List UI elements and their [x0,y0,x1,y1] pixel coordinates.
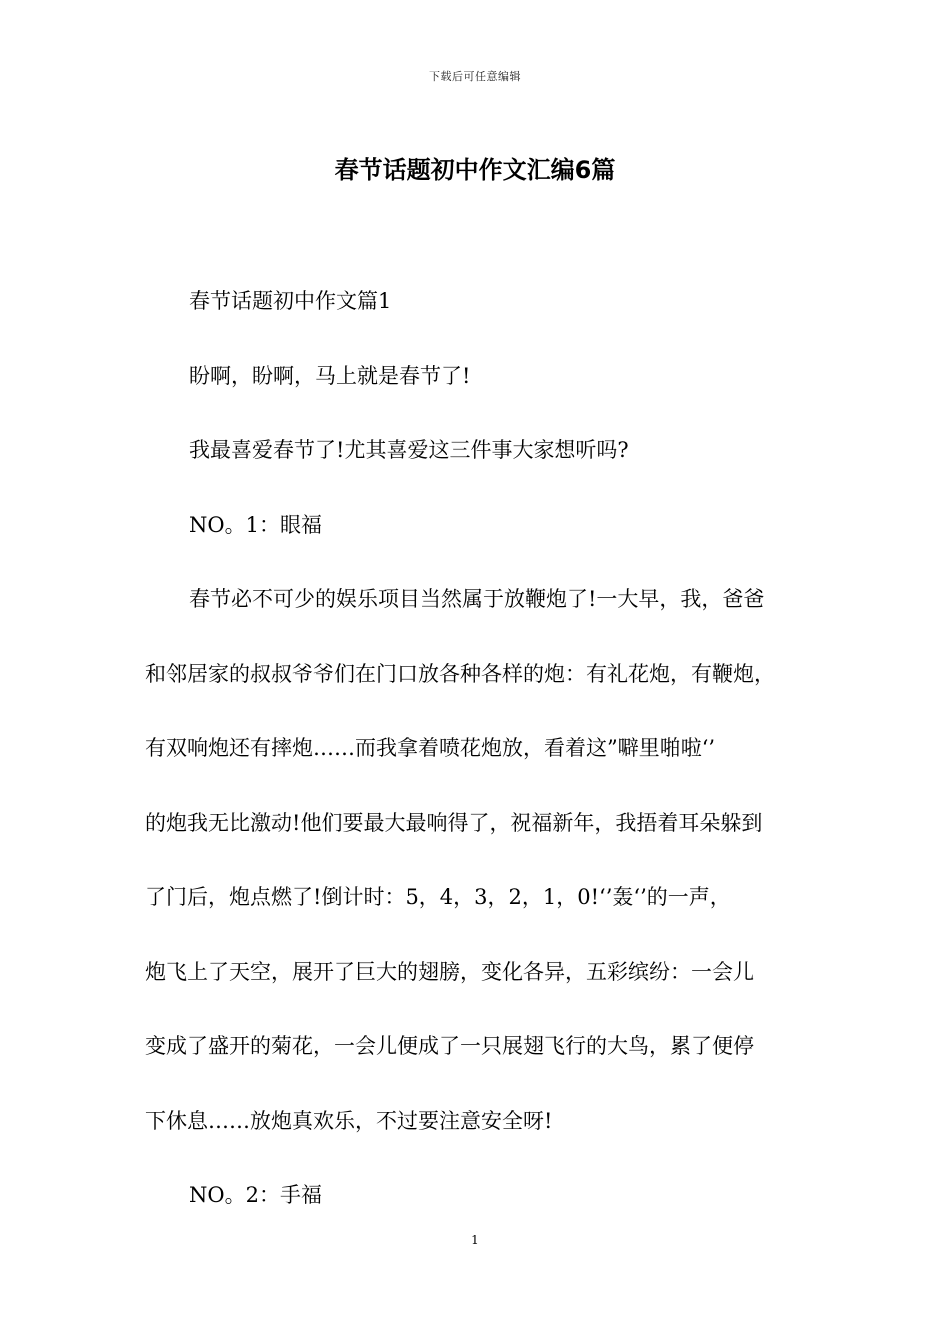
page-number: 1 [471,1233,479,1247]
paragraph-line: 盼啊，盼啊，马上就是春节了! [189,363,471,388]
paragraph-line: 的炮我无比激动!他们要最大最响得了，祝福新年，我捂着耳朵躲到 [145,810,763,835]
document-title: 春节话题初中作文汇编6篇 [334,156,616,184]
paragraph-line: 春节必不可少的娱乐项目当然属于放鞭炮了!一大早，我，爸爸 [189,587,765,611]
paragraph-line: 和邻居家的叔叔爷爷们在门口放各种各样的炮：有礼花炮，有鞭炮， [145,661,775,686]
header-note: 下载后可任意编辑 [429,70,521,83]
paragraph-line: 有双响炮还有摔炮……而我拿着喷花炮放，看着这”噼里啪啦‘’ [145,736,716,760]
paragraph-line: 炮飞上了天空，展开了巨大的翅膀，变化各异，五彩缤纷：一会儿 [145,959,754,984]
paragraph-line: 下休息……放炮真欢乐，不过要注意安全呀! [145,1108,553,1133]
paragraph-line: 我最喜爱春节了!尤其喜爱这三件事大家想听吗? [189,438,629,462]
section-heading: NO。1：眼福 [189,512,322,537]
paragraph-line: 了门后，炮点燃了!倒计时：5，4，3，2，1，0!‘’轰‘’的一声， [145,885,731,909]
essay-heading: 春节话题初中作文篇1 [189,289,392,313]
document-body [145,264,825,1233]
section-heading: NO。2：手福 [189,1183,322,1207]
paragraph-line: 变成了盛开的菊花，一会儿便成了一只展翅飞行的大鸟，累了便停 [145,1034,754,1058]
